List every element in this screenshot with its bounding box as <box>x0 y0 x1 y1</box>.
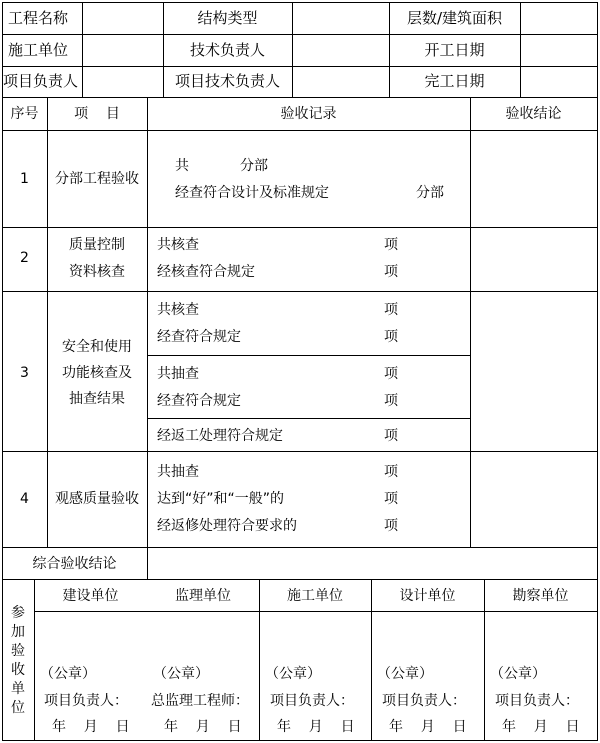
seal-supervisor: （公章） <box>153 666 209 682</box>
rule <box>2 291 598 292</box>
person-supervisor: 总监理工程师： <box>151 693 249 709</box>
row2-seq: 2 <box>20 250 29 266</box>
date-designer: 年 月 日 <box>389 719 467 735</box>
person-surveyor: 项目负责人： <box>495 693 579 709</box>
row3-unit: 项 <box>384 366 398 382</box>
col-record-header: 验收记录 <box>280 106 337 122</box>
row2-compliant-label: 经核查符合规定 <box>157 264 255 280</box>
col-item-header: 项 目 <box>74 106 120 122</box>
rule <box>47 97 48 548</box>
date-surveyor: 年 月 日 <box>502 719 580 735</box>
border-top <box>2 2 598 3</box>
row1-division-unit: 分部 <box>240 158 268 174</box>
row4-unit: 项 <box>384 518 398 534</box>
structure-type-label: 结构类型 <box>197 9 258 27</box>
unit-name-supervisor: 监理单位 <box>175 588 231 604</box>
person-designer: 项目负责人： <box>382 693 466 709</box>
rule <box>2 547 598 548</box>
row1-compliant-unit: 分部 <box>416 185 444 201</box>
row3-unit: 项 <box>384 329 398 345</box>
rule <box>2 227 598 228</box>
col-conclusion-header: 验收结论 <box>505 106 562 122</box>
row1-item: 分部工程验收 <box>55 171 139 187</box>
row3-check-compliant-label: 经查符合规定 <box>157 329 241 345</box>
row4-total-label: 共抽查 <box>157 464 199 480</box>
rule <box>147 355 471 356</box>
col-seq-header: 序号 <box>10 106 39 122</box>
row4-unit: 项 <box>384 491 398 507</box>
row4-seq: 4 <box>20 491 29 507</box>
row3-unit: 项 <box>384 428 398 444</box>
date-supervisor: 年 月 日 <box>164 719 242 735</box>
seal-builder: （公章） <box>40 666 96 682</box>
person-contractor: 项目负责人： <box>270 693 354 709</box>
tech-lead-label: 技术负责人 <box>189 41 265 59</box>
row1-seq: 1 <box>20 171 29 187</box>
row3-unit: 项 <box>384 393 398 409</box>
row3-seq: 3 <box>20 365 29 381</box>
row4-unit: 项 <box>384 464 398 480</box>
row3-item-line1: 安全和使用 <box>62 339 132 355</box>
construction-unit-label: 施工单位 <box>8 41 69 59</box>
rule <box>34 611 598 612</box>
seal-contractor: （公章） <box>265 666 321 682</box>
rule <box>2 579 598 580</box>
row2-item-line1: 质量控制 <box>69 237 125 253</box>
rule <box>147 418 471 419</box>
date-builder: 年 月 日 <box>52 719 130 735</box>
unit-name-surveyor: 勘察单位 <box>512 588 569 604</box>
project-tech-lead-label: 项目技术负责人 <box>174 72 280 90</box>
row1-total-label: 共 <box>175 158 189 174</box>
border-bottom <box>2 740 598 741</box>
rule <box>2 451 598 452</box>
row2-item-line2: 资料核查 <box>69 264 125 280</box>
project-lead-label: 项目负责人 <box>3 72 79 90</box>
row2-total-label: 共核查 <box>157 237 199 253</box>
seal-surveyor: （公章） <box>490 666 546 682</box>
rule <box>2 97 598 98</box>
unit-name-contractor: 施工单位 <box>287 588 343 604</box>
row4-repair-label: 经返修处理符合要求的 <box>157 518 297 534</box>
row3-unit: 项 <box>384 302 398 318</box>
row3-item-line2: 功能核查及 <box>62 365 132 381</box>
row4-item: 观感质量验收 <box>55 491 139 507</box>
participants-label: 参加验收单位 <box>11 605 25 716</box>
date-contractor: 年 月 日 <box>277 719 355 735</box>
row3-item-line3: 抽查结果 <box>69 391 125 407</box>
row4-good-label: 达到“好”和“一般”的 <box>157 491 285 507</box>
unit-name-builder: 建设单位 <box>62 588 119 604</box>
row1-compliant-label: 经查符合设计及标准规定 <box>175 185 329 201</box>
seal-designer: （公章） <box>377 666 433 682</box>
border-right <box>597 2 598 741</box>
unit-name-designer: 设计单位 <box>399 588 456 604</box>
rule <box>147 97 148 579</box>
row3-sample-compliant-label: 经查符合规定 <box>157 393 241 409</box>
project-name-label: 工程名称 <box>8 9 69 27</box>
person-builder: 项目负责人： <box>44 693 128 709</box>
rule <box>292 2 293 98</box>
rule <box>2 130 598 131</box>
floors-area-label: 层数/建筑面积 <box>406 9 503 27</box>
rule <box>470 97 471 548</box>
row3-rework-label: 经返工处理符合规定 <box>157 428 283 444</box>
rule <box>2 34 598 35</box>
row3-sample-total-label: 共抽查 <box>157 366 199 382</box>
rule <box>82 2 83 98</box>
row2-unit: 项 <box>384 264 398 280</box>
overall-conclusion-label: 综合验收结论 <box>32 556 117 572</box>
rule <box>520 2 521 98</box>
completion-date-label: 完工日期 <box>424 72 485 90</box>
start-date-label: 开工日期 <box>424 41 485 59</box>
row2-unit: 项 <box>384 237 398 253</box>
rule <box>2 66 598 67</box>
row3-check-total-label: 共核查 <box>157 302 199 318</box>
